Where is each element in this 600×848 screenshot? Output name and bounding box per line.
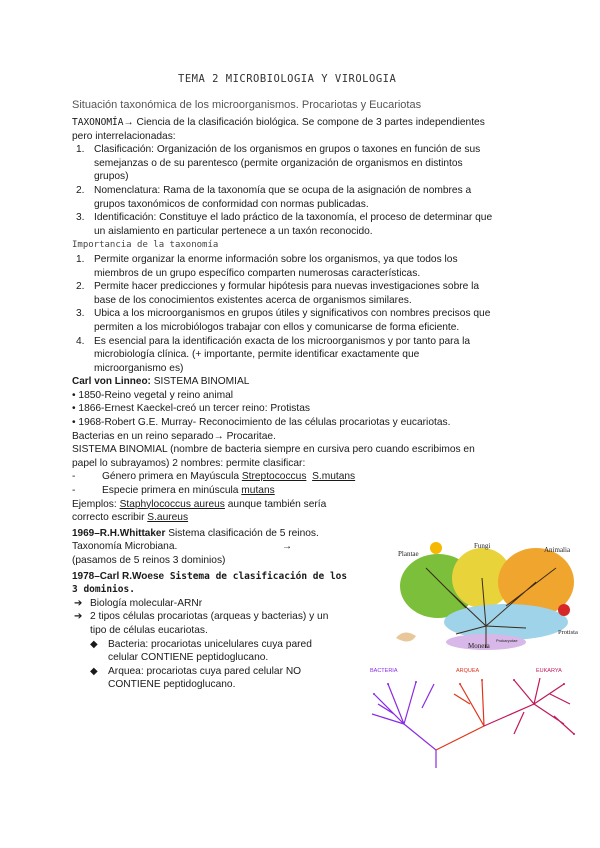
archaea-label: ARQUEA — [456, 668, 480, 674]
history-bullet: • 1866-Ernest Kaeckel-creó un tercer reino: Protistas — [72, 403, 310, 415]
branch-tip — [481, 679, 483, 681]
correct-line — [72, 511, 532, 525]
whittaker-name: 1969–R.H.Whittaker — [72, 527, 166, 539]
list-number: 2. — [76, 184, 85, 196]
prokaryotae-label: Prokaryotae — [496, 638, 518, 643]
arrow-line: Biología molecular-ARNr — [90, 597, 203, 609]
list-item — [76, 184, 532, 211]
list-line: Permite organizar la enorme información sobre los organismos, ya que todos los — [94, 253, 458, 265]
list-line: Clasificación: Organización de los organismos en grupos o taxones en función de sus — [94, 144, 481, 156]
branch-tip — [415, 681, 417, 683]
bacteria-label: BACTERIA — [370, 668, 398, 674]
plantae-label: Plantae — [398, 550, 419, 558]
list-number: 3. — [76, 308, 85, 320]
branch-tip — [513, 679, 515, 681]
arrow-marker: ➔ — [74, 611, 83, 623]
list-line: grupos taxonómicos de conformidad con normas publicadas. — [94, 198, 369, 210]
genus-rule-text: Género primera en Mayúscula — [102, 471, 242, 483]
whittaker-line2 — [72, 540, 302, 554]
examples-suffix: aunque también sería — [224, 498, 327, 510]
whittaker-microbial: Taxonomía Microbiana. — [72, 541, 178, 553]
arrow-marker: ➔ — [74, 597, 83, 609]
ladybug-icon — [558, 604, 570, 616]
taxonomy-term: TAXONOMÍA — [72, 117, 124, 128]
branch-tip — [387, 683, 389, 685]
genus-rule — [72, 470, 532, 484]
arrow-line: 2 tipos células procariotas (arqueas y bacterias) y un — [90, 611, 329, 623]
list-line: Permite hacer predicciones y formular hipótesis para nuevas investigaciones sobre la — [94, 281, 480, 293]
examples-name: Staphylococcus aureus — [119, 498, 225, 510]
fungi-label: Fungi — [474, 542, 491, 550]
domain-tree — [372, 678, 574, 768]
animalia-label: Animalia — [544, 546, 571, 554]
examples-prefix: Ejemplos: — [72, 498, 120, 510]
diamond-marker: ◆ — [90, 638, 98, 650]
list-line: miembros de un grupo específico comparten numerosas características. — [94, 267, 421, 279]
protista-region — [444, 604, 568, 640]
hand-icon — [396, 632, 416, 641]
taxonomy-list — [76, 143, 532, 238]
list-line: semejanzas o de su parentesco (permite organización de organismos en distintos — [94, 157, 463, 169]
linneo-system: SISTEMA BINOMIAL — [150, 376, 250, 388]
species-rule-text: Especie primera en minúscula — [102, 485, 242, 497]
taxonomy-intro — [72, 116, 532, 130]
linneo-name: Carl von Linneo: — [72, 376, 151, 388]
whittaker-arrow: → — [282, 541, 293, 553]
diamond-line: Arquea: procariotas cuya pared celular NO — [108, 665, 302, 677]
branch-tip — [563, 683, 565, 685]
taxonomy-arrow: → — [123, 117, 134, 128]
whittaker-text: Sistema clasificación de 5 reinos. — [165, 527, 319, 539]
taxonomy-intro-line1: Ciencia de la clasificación biológica. Se compone de 3 partes independientes — [133, 117, 485, 128]
list-number: 4. — [76, 335, 85, 347]
three-domains-figure — [364, 664, 578, 772]
whittaker-line3: (pasamos de 5 reinos 3 dominios) — [72, 555, 226, 566]
branch-tip-marks — [373, 679, 575, 735]
branch-tip — [373, 693, 375, 695]
list-number: 1. — [76, 144, 85, 156]
monera-label: Monera — [468, 642, 490, 650]
list-number: 3. — [76, 212, 85, 224]
woese-line2: 3 dominios. — [72, 584, 135, 596]
history-bullet: • 1968-Robert G.E. Murray- Reconocimiento de las células procariotas y eucariotas. — [72, 417, 451, 429]
list-line: base de los conocimientos existentes acerca de organismos similares. — [94, 294, 412, 306]
list-item — [76, 335, 532, 376]
binomial-line: papel lo subrayamos) 2 nombres: permite clasificar: — [72, 457, 306, 469]
branch-tip — [573, 733, 575, 735]
list-item — [76, 280, 532, 307]
list-item — [76, 211, 532, 238]
history-bullet: • 1850-Reino vegetal y reino animal — [72, 389, 234, 401]
list-number: 1. — [76, 253, 85, 265]
species-example: mutans — [241, 485, 275, 497]
list-line: microbiología clínica. (+ importante, permite identificar exactamente que — [94, 349, 420, 361]
diamond-line: CONTIENE peptidoglucano. — [108, 679, 236, 691]
list-item — [76, 143, 532, 184]
page-title: TEMA 2 MICROBIOLOGIA Y VIROLOGIA — [178, 73, 397, 85]
list-item — [76, 307, 532, 334]
list-line: Es esencial para la identificación exacta de los microorganismos y por tanto para la — [94, 335, 471, 347]
examples-line — [72, 498, 532, 512]
genus-example: Streptococcus — [241, 471, 307, 483]
list-line: Identificación: Constituye el lado práctico de la taxonomía, el proceso de determinar que — [94, 212, 493, 224]
importance-list — [76, 253, 532, 375]
list-item — [76, 253, 532, 280]
species-rule — [72, 484, 532, 498]
five-kingdoms-figure — [386, 538, 594, 650]
importance-heading: Importancia de la taxonomía — [72, 240, 219, 251]
binomial-line: SISTEMA BINOMIAL (nombre de bacteria siempre en cursiva pero cuando escribimos en — [72, 444, 475, 456]
eukarya-label: EUKARYA — [536, 668, 562, 674]
diamond-line: Bacteria: procariotas unicelulares cuya pared — [108, 638, 312, 650]
correct-prefix: correcto escribir — [72, 512, 148, 524]
diamond-line: celular CONTIENE peptidoglucano. — [108, 652, 269, 664]
woese-text: Sistema de clasificación de los — [164, 570, 348, 582]
list-line: grupos) — [94, 171, 129, 183]
diamond-marker: ◆ — [90, 665, 98, 677]
genus-example-abbrev: S.mutans — [312, 471, 356, 483]
correct-name: S.aureus — [147, 512, 189, 524]
taxonomy-intro-line2: pero interrelacionadas: — [72, 130, 176, 142]
bacteria-kingdom-line: Bacterias en un reino separado→ Procaritae. — [72, 430, 276, 442]
dash-marker: - — [72, 485, 76, 497]
woese-name: 1978–Carl R.Woese — [72, 570, 165, 582]
branch-tip — [459, 683, 461, 685]
list-line: un aislamiento en particular pertenece a un taxón reconocido. — [94, 225, 373, 237]
list-line: permiten a los microbiólogos trabajar con ellos y comunicarse de forma eficiente. — [94, 321, 460, 333]
dash-marker: - — [72, 471, 76, 483]
sun-icon — [430, 542, 442, 554]
arrow-line: tipo de células eucariotas. — [90, 624, 208, 636]
list-line: Ubica a los microorganismos en grupos útiles y significativos con nombres precisos que — [94, 308, 491, 320]
list-number: 2. — [76, 281, 85, 293]
list-line: Nomenclatura: Rama de la taxonomía que se ocupa de la asignación de nombres a — [94, 184, 472, 196]
linneo-heading — [72, 375, 532, 389]
protista-label: Protista — [558, 629, 578, 636]
list-line: microorganismo es) — [94, 362, 184, 374]
page-subtitle: Situación taxonómica de los microorganismos. Procariotas y Eucariotas — [72, 99, 422, 111]
